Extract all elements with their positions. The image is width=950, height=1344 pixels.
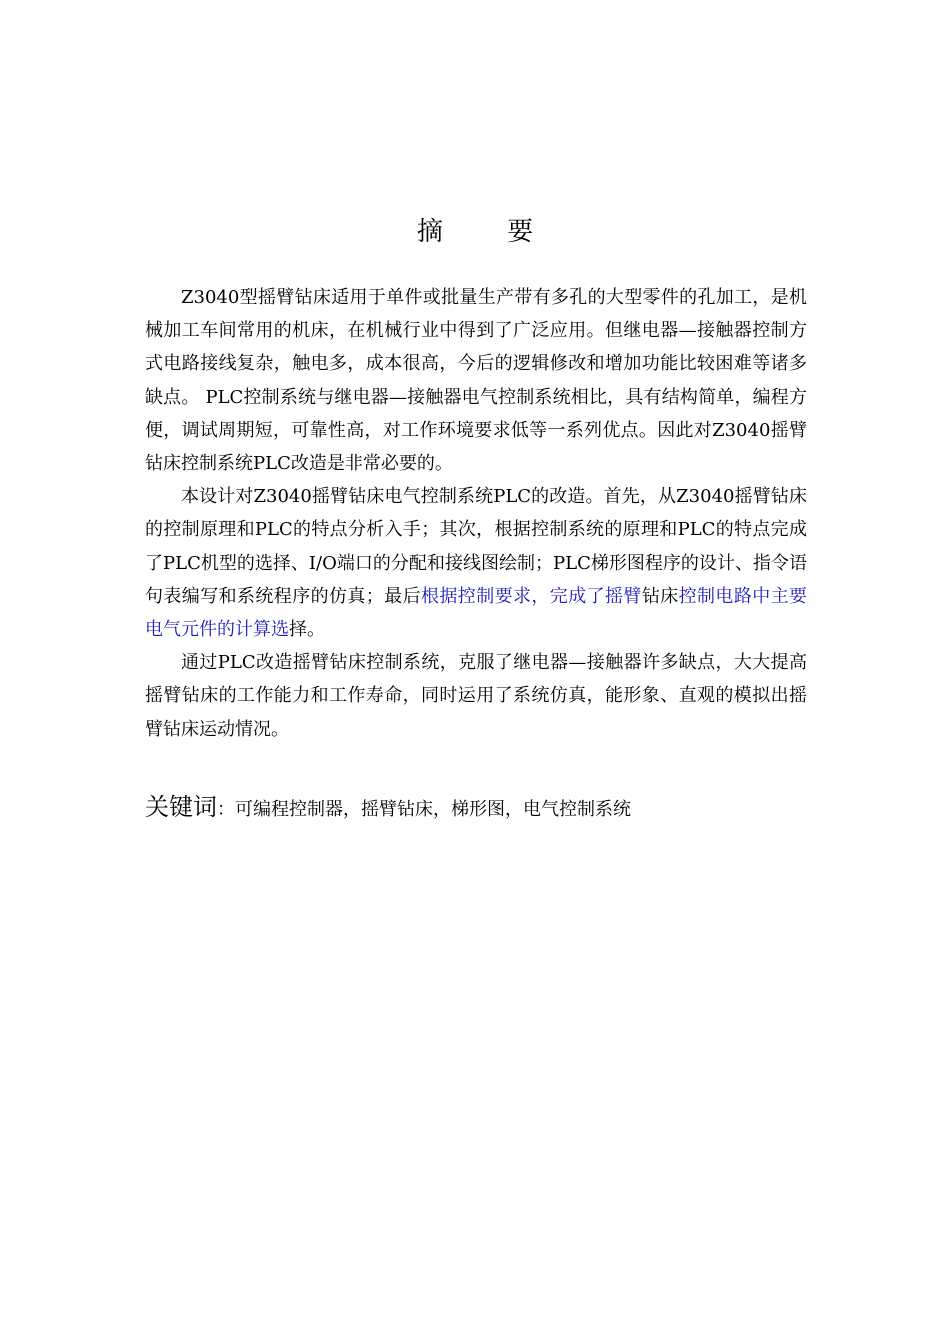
- keywords-text: 可编程控制器，摇臂钻床，梯形图，电气控制系统: [235, 799, 631, 820]
- keywords-colon: ：: [217, 799, 235, 820]
- paragraph-text: Z3040型摇臂钻床适用于单件或批量生产带有多孔的大型零件的孔加工，是机械加工车间常用的机床，在机械行业中得到了广泛应用。但继电器—接触器控制方式电路接线复杂，触电多，成本很高，今后的逻辑修改和增加功能比较困难等诸多缺点。 PLC控制系统与继电器—接触器电气控制系统相比，具有结构简单，编程方便，调试周期短，可靠性高，对工作环境要求低等一系列优点。因此对Z3040摇臂钻床控制系统PLC改造是非常必要的。: [145, 287, 807, 475]
- abstract-paragraph-2: [145, 480, 807, 646]
- keywords-label: 关键词: [145, 793, 217, 821]
- page-title: 摘 要: [416, 217, 562, 247]
- abstract-paragraph-1: [145, 281, 807, 480]
- abstract-paragraph-3: [145, 646, 807, 746]
- highlighted-text: 根据控制要求，完成了摇臂: [421, 585, 642, 607]
- highlighted-text: 控制电路中主要电气元件的计算选: [145, 585, 808, 641]
- paragraph-text: 择。: [289, 619, 325, 641]
- paragraph-text: 通过PLC改造摇臂钻床控制系统，克服了继电器—接触器许多缺点，大大提高摇臂钻床的工作能力和工作寿命，同时运用了系统仿真，能形象、直观的模拟出摇臂钻床运动情况。: [145, 652, 807, 740]
- paragraph-text: 本设计对Z3040摇臂钻床电气控制系统PLC的改造。首先，从Z3040摇臂钻床的控制原理和PLC的特点分析入手；其次，根据控制系统的原理和PLC的特点完成了PLC机型的选择、I/O端口的分配和接线图绘制；PLC梯形图程序的设计、指令语句表编写和系统程序的仿真；最后: [145, 486, 807, 607]
- keywords-line: [145, 787, 807, 830]
- paragraph-text: 钻床: [641, 585, 679, 607]
- abstract-body: [145, 281, 807, 746]
